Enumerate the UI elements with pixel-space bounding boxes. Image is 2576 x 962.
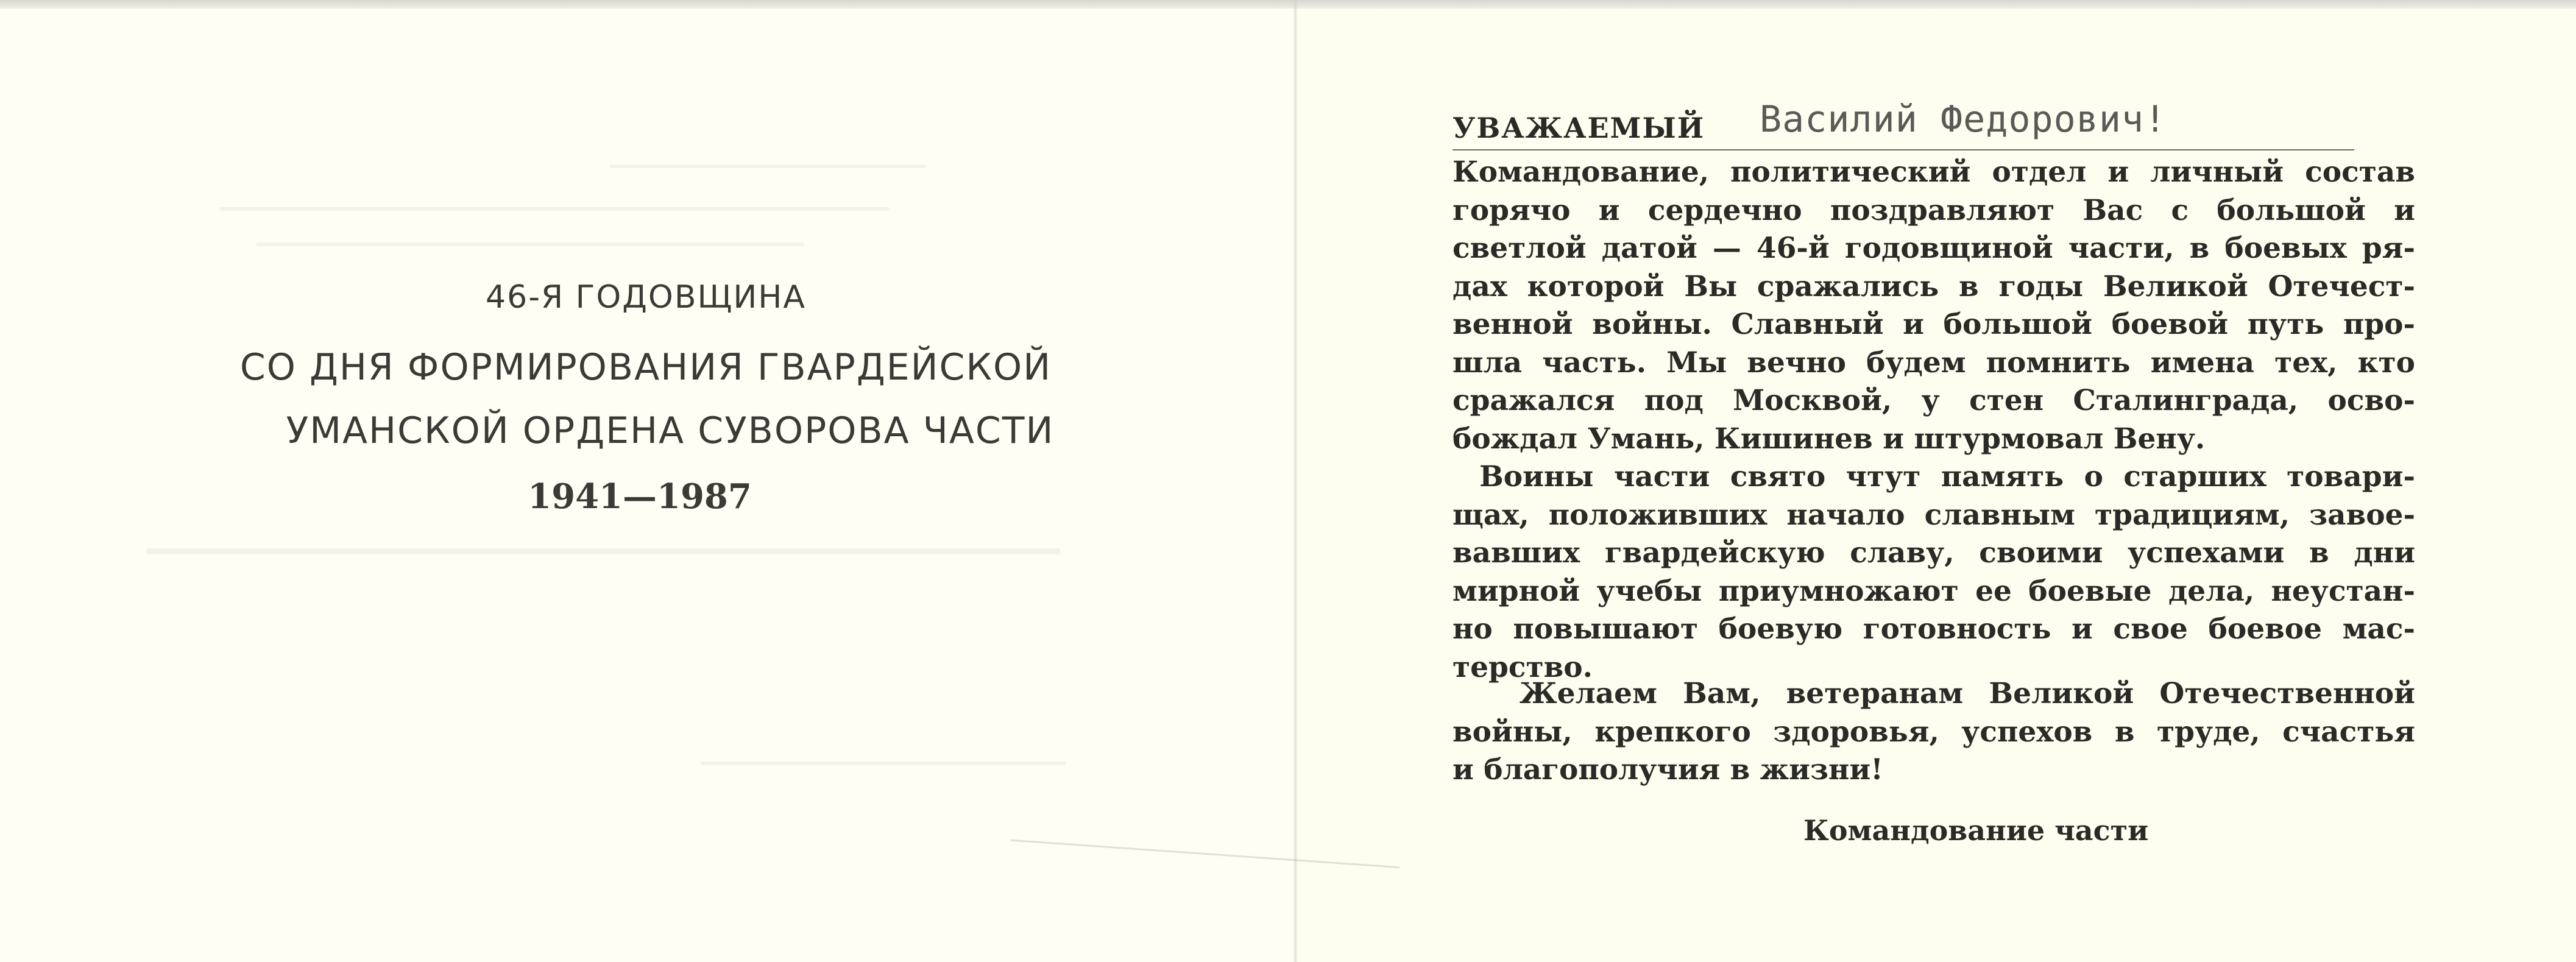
paragraph-line: бождал Умань, Кишинев и штурмовал Вену.	[1453, 422, 2206, 456]
greeting-paragraph-3	[1453, 675, 2415, 790]
salutation-word: УВАЖАЕМЫЙ	[1453, 111, 1705, 144]
paragraph-line: Воины части свято чтут память о старших товари-	[1479, 460, 2415, 493]
paragraph-line: войны, крепкого здоровья, успехов в труде, счастья	[1453, 715, 2415, 749]
bleed-through-mark	[701, 762, 1066, 765]
bleed-through-mark	[256, 242, 804, 246]
anniversary-heading: 46-Я ГОДОВЩИНА	[486, 279, 806, 316]
greeting-paragraph-2	[1453, 458, 2415, 687]
paragraph-line: щах, положивших начало славным традициям, завое-	[1453, 498, 2415, 532]
paragraph-line: Желаем Вам, ветеранам Великой Отечественной	[1520, 677, 2415, 710]
addressee-name: Василий Федорович!	[1760, 98, 2167, 141]
paragraph-line: мирной учебы приумножают ее боевые дела, неустан-	[1453, 574, 2415, 608]
unit-heading: УМАНСКОЙ ОРДЕНА СУВОРОВА ЧАСТИ	[286, 409, 1055, 452]
paragraph-line: сражался под Москвой, у стен Сталинграда, осво-	[1453, 384, 2415, 417]
paragraph-line: дах которой Вы сражались в годы Великой Отечест-	[1453, 269, 2415, 303]
paragraph-line: Командование, политический отдел и личный состав	[1453, 155, 2415, 189]
paragraph-line: шла часть. Мы вечно будем помнить имена тех, кто	[1453, 345, 2415, 380]
paragraph-line: терство.	[1453, 650, 1593, 684]
paragraph-line: вавших гвардейскую славу, своими успехами в дни	[1453, 536, 2415, 570]
paragraph-line: но повышают боевую готовность и свое боевое мас-	[1453, 612, 2415, 646]
scan-top-edge	[0, 0, 2576, 9]
years-range: 1941—1987	[528, 476, 752, 517]
card-fold-line	[1293, 0, 1298, 962]
paragraph-line: венной войны. Славный и большой боевой путь про-	[1453, 308, 2415, 341]
greeting-paragraph-1	[1453, 154, 2415, 458]
paragraph-line: и благополучия в жизни!	[1453, 753, 1883, 787]
paragraph-line: светлой датой — 46-й годовщиной части, в боевых ря-	[1453, 232, 2415, 265]
formation-heading: СО ДНЯ ФОРМИРОВАНИЯ ГВАРДЕЙСКОЙ	[239, 346, 1052, 389]
salutation-line	[1453, 91, 2354, 150]
bleed-through-mark	[146, 548, 1060, 554]
bleed-through-mark	[219, 207, 890, 211]
bleed-through-mark	[609, 164, 926, 168]
paragraph-line: горячо и сердечно поздравляют Вас с большой и	[1453, 193, 2415, 227]
closing-signature: Командование части	[1803, 814, 2149, 847]
